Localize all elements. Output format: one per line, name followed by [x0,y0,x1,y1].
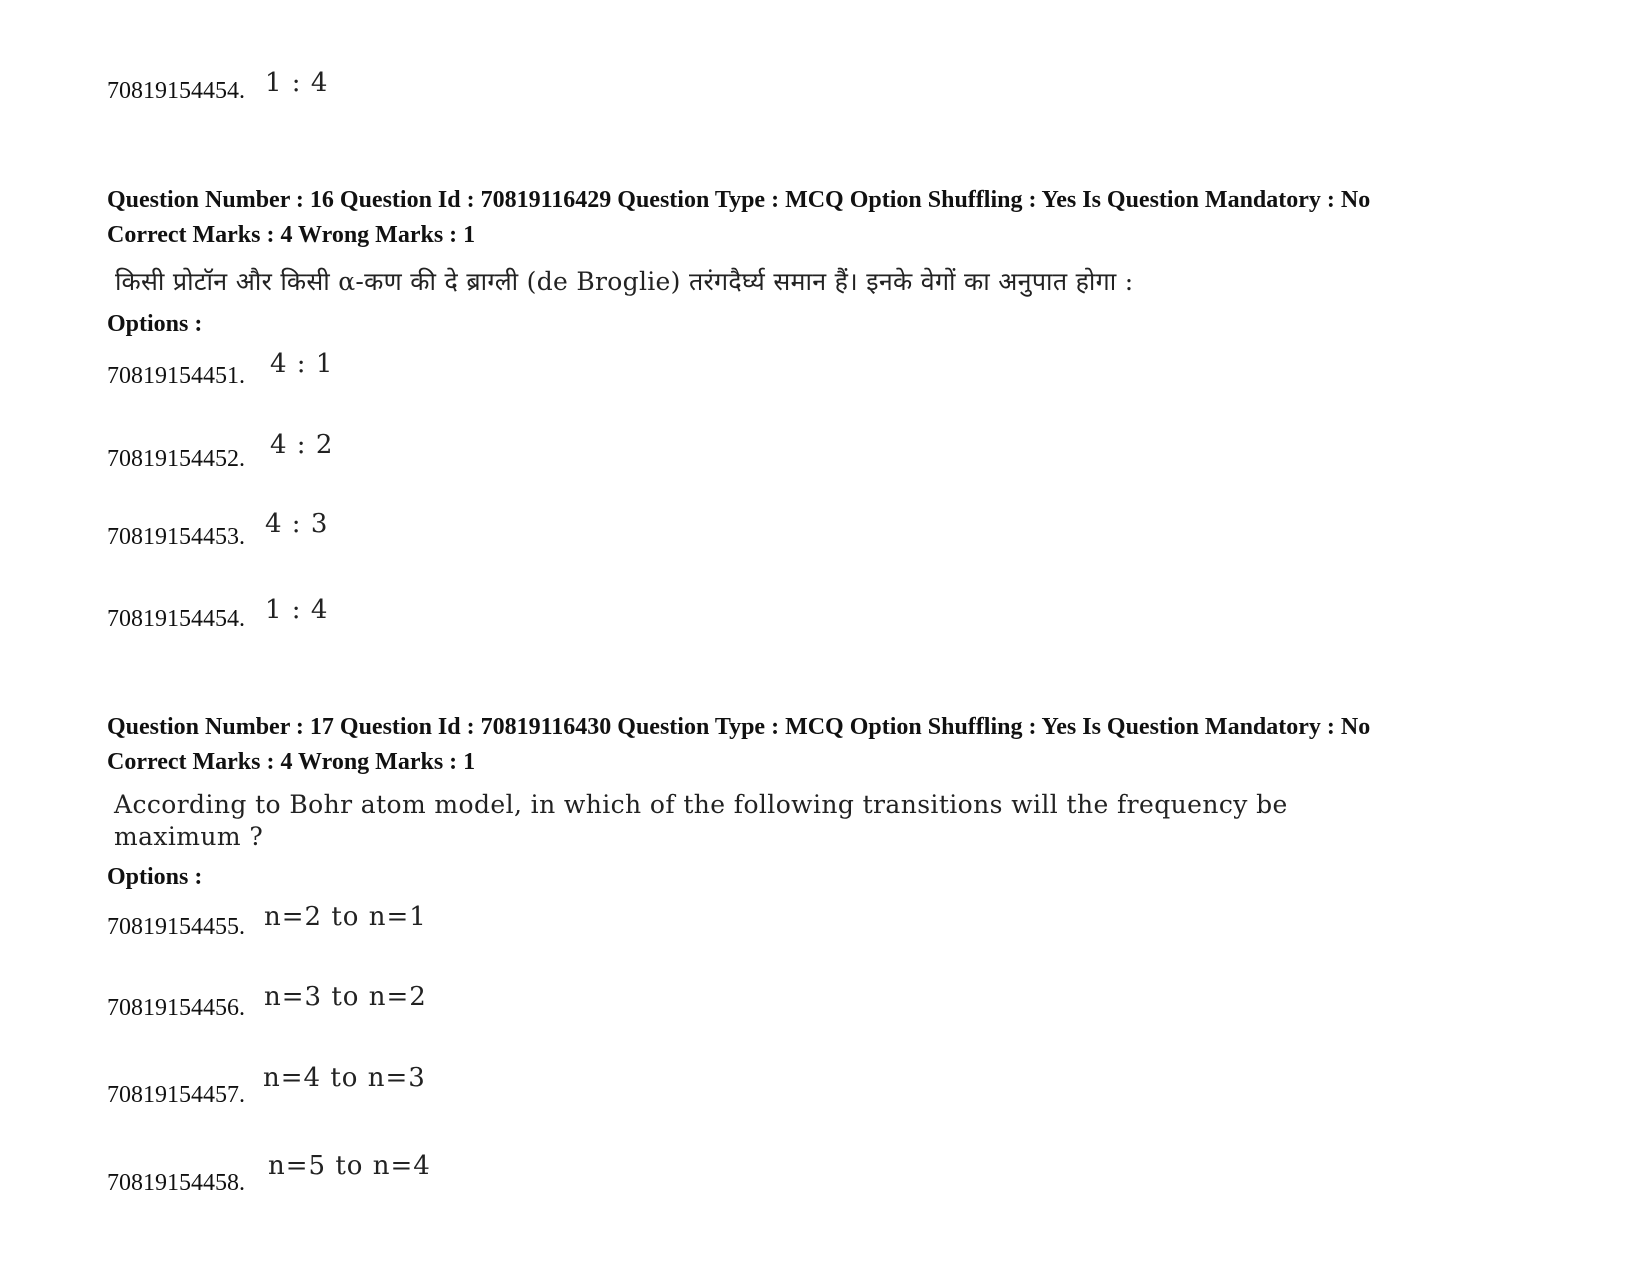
q17-options-label: Options : [107,864,203,890]
q16-option-id: 70819154452. [107,446,245,472]
q17-option-value: n=2 to n=1 [264,902,427,932]
q17-option-value: n=4 to n=3 [263,1063,426,1093]
q17-option-id: 70819154458. [107,1170,245,1196]
q17-question-text-line1: According to Bohr atom model, in which of the following transitions will the frequency be [114,790,1288,819]
q16-option-id: 70819154451. [107,363,245,389]
q16-option-id: 70819154453. [107,524,245,550]
q16-meta-line2: Correct Marks : 4 Wrong Marks : 1 [107,222,476,248]
q17-option-id: 70819154457. [107,1082,245,1108]
option-id: 70819154454. [107,78,245,104]
q16-option-value: 4 : 3 [265,509,329,539]
q17-option-value: n=5 to n=4 [268,1151,431,1181]
option-value: 1 : 4 [265,68,329,98]
q16-option-value: 1 : 4 [265,595,329,625]
q16-option-value: 4 : 1 [270,349,334,379]
q17-meta-line1: Question Number : 17 Question Id : 70819116430 Question Type : MCQ Option Shuffling : Yes Is Question Mandatory : No [107,714,1371,740]
q17-option-value: n=3 to n=2 [264,982,427,1012]
q16-meta-line1: Question Number : 16 Question Id : 70819116429 Question Type : MCQ Option Shuffling : Yes Is Question Mandatory : No [107,187,1371,213]
q17-option-id: 70819154455. [107,914,245,940]
q16-option-value: 4 : 2 [270,430,334,460]
q16-question-text: किसी प्रोटॉन और किसी α-कण की दे ब्राग्ली (de Broglie) तरंगदैर्घ्य समान हैं। इनके वेगों का अनुपात होगा : [115,267,1134,296]
q16-options-label: Options : [107,311,203,337]
q17-option-id: 70819154456. [107,995,245,1021]
q17-meta-line2: Correct Marks : 4 Wrong Marks : 1 [107,749,476,775]
q17-question-text-line2: maximum ? [114,822,264,851]
q16-option-id: 70819154454. [107,606,245,632]
